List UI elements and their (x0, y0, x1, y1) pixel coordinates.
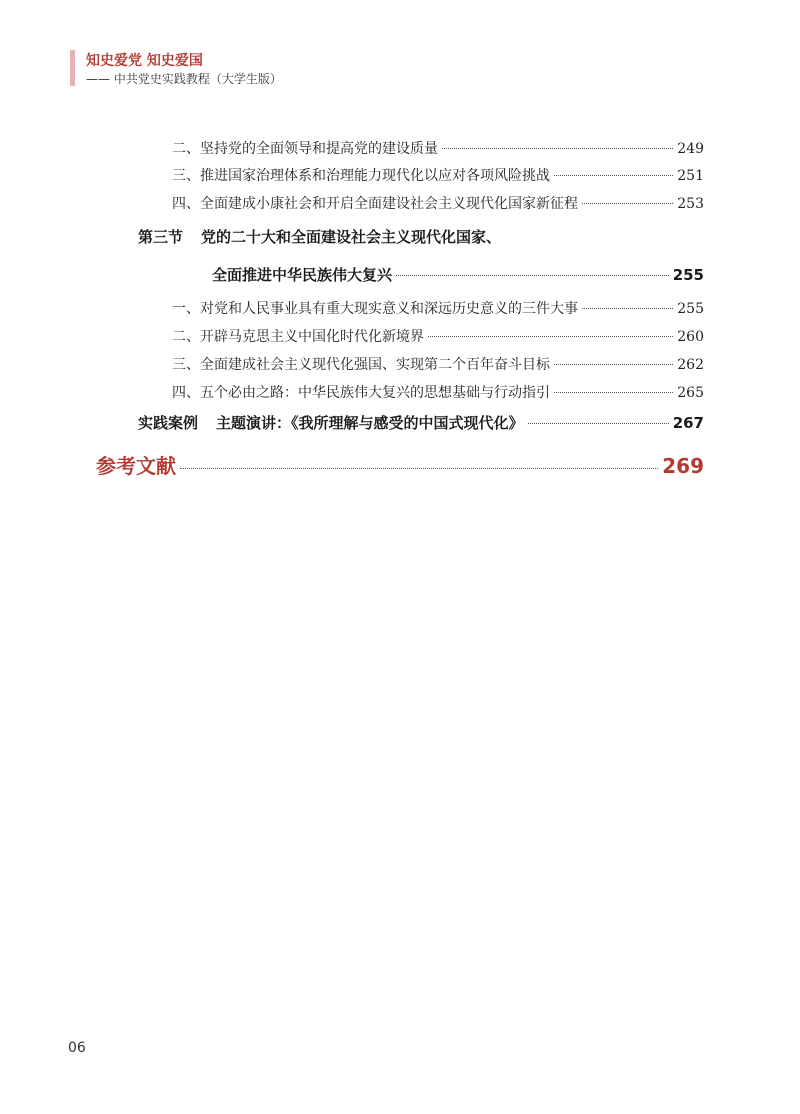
toc-entry[interactable] (172, 165, 704, 185)
toc-entry[interactable] (172, 354, 704, 374)
toc-entry-page: 249 (677, 141, 704, 157)
references-page: 269 (662, 454, 704, 478)
header-accent-bar (70, 50, 75, 86)
section-title-line1: 党的二十大和全面建设社会主义现代化国家、 (201, 228, 502, 246)
toc-entry[interactable] (172, 138, 704, 158)
practice-tag: 实践案例 (138, 414, 199, 432)
toc-entry-label: 四、全面建成小康社会和开启全面建设社会主义现代化国家新征程 (172, 196, 578, 212)
dot-leader (180, 468, 658, 469)
toc-references-entry[interactable] (96, 450, 704, 479)
book-title: 知史爱党 知史爱国 (86, 53, 203, 69)
section-number: 第三节 (138, 228, 184, 246)
toc-entry-page: 267 (672, 414, 704, 432)
toc-entry[interactable] (172, 193, 704, 213)
practice-title: 主题演讲：《我所理解与感受的中国式现代化》 (216, 414, 524, 432)
dot-leader (428, 336, 673, 337)
book-subtitle: —— 中共党史实践教程（大学生版） (86, 72, 282, 86)
toc-entry[interactable] (172, 326, 704, 346)
toc-entry-label: 一、对党和人民事业具有重大现实意义和深远历史意义的三件大事 (172, 301, 578, 317)
toc-entry-page: 260 (677, 329, 704, 345)
dot-leader (554, 392, 673, 393)
toc-entry[interactable] (172, 382, 704, 402)
toc-entry-page: 255 (677, 301, 704, 317)
toc-entry-label (138, 412, 524, 433)
toc-section-heading[interactable] (138, 226, 501, 247)
toc-entry-label: 二、开辟马克思主义中国化时代化新境界 (172, 329, 424, 345)
toc-entry-label: 四、五个必由之路：中华民族伟大复兴的思想基础与行动指引 (172, 385, 550, 401)
toc-entry[interactable] (172, 298, 704, 318)
toc-entry-page: 251 (677, 168, 704, 184)
toc-entry-page: 265 (677, 385, 704, 401)
page-number: 06 (68, 1040, 86, 1056)
toc-entry-label: 三、全面建成社会主义现代化强国、实现第二个百年奋斗目标 (172, 357, 550, 373)
references-label: 参考文献 (96, 454, 176, 478)
dot-leader (528, 423, 669, 424)
toc-entry-page: 253 (677, 196, 704, 212)
toc-entry-label: 三、推进国家治理体系和治理能力现代化以应对各项风险挑战 (172, 168, 550, 184)
toc-section-heading-cont[interactable] (212, 264, 704, 285)
dot-leader (582, 308, 673, 309)
dot-leader (442, 148, 673, 149)
dot-leader (554, 364, 673, 365)
dot-leader (554, 175, 673, 176)
dot-leader (396, 275, 669, 276)
toc-entry-label: 二、坚持党的全面领导和提高党的建设质量 (172, 141, 438, 157)
toc-entry-page: 262 (677, 357, 704, 373)
dot-leader (582, 203, 673, 204)
toc-entry-page: 255 (672, 266, 704, 284)
toc-practice-entry[interactable] (138, 412, 704, 433)
section-title-line2: 全面推进中华民族伟大复兴 (212, 266, 393, 284)
